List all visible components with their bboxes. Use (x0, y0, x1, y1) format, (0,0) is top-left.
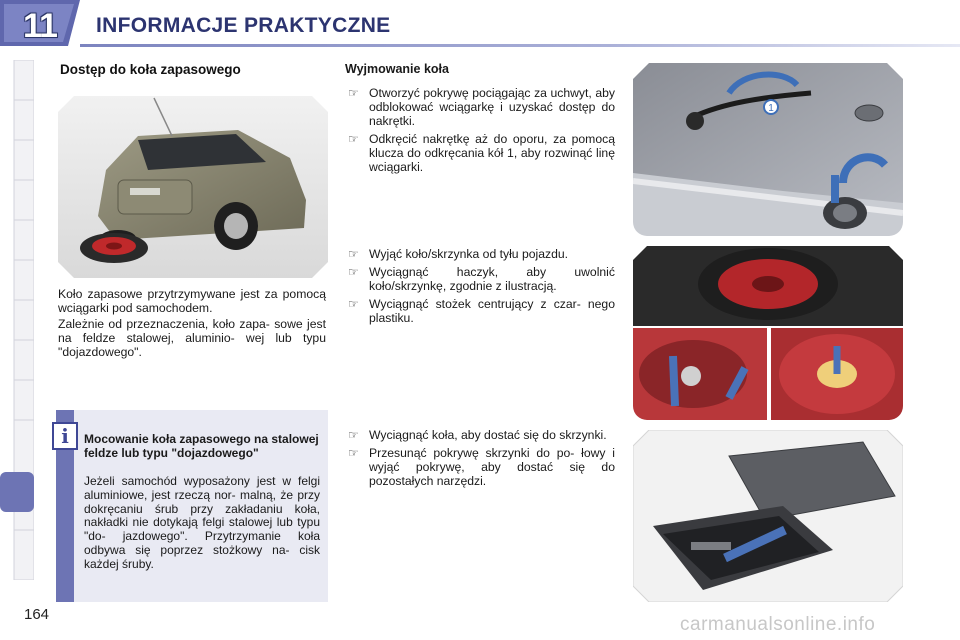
section-title: Dostęp do koła zapasowego (60, 62, 241, 77)
trunk-figure-label: 1 (768, 103, 774, 114)
pointing-hand-icon: ☞ (348, 132, 359, 146)
list-item: ☞ Wyciągnąć koła, aby dostać się do skrzynki. (348, 428, 607, 442)
tool-box-illustration (633, 430, 903, 602)
header-rule (80, 44, 960, 47)
paragraph-wheel-types: Zależnie od przeznaczenia, koło zapa- sowe jest na feldze stalowej, aluminio- wej lub typu "dojazdowego". (58, 317, 326, 359)
pointing-hand-icon: ☞ (348, 247, 359, 261)
info-box-title: Mocowanie koła zapasowego na stalowej feldze lub typu "dojazdowego" (84, 432, 319, 460)
chapter-rail (0, 60, 34, 580)
spare-wheel-removal-illustration (633, 246, 903, 420)
steps-list-open-cover (345, 86, 615, 178)
list-item: ☞ Wyciągnąć stożek centrujący z czar- nego plastiku. (348, 297, 615, 325)
chapter-number: 11 (23, 7, 57, 45)
watermark: carmanualsonline.info (680, 614, 876, 635)
list-item: ☞ Otworzyć pokrywę pociągając za uchwyt, aby odblokować wciągarkę i uzyskać dostęp do nakrętki. (348, 86, 615, 128)
list-item: ☞ Odkręcić nakrętkę aż do oporu, za pomocą klucza do odkręcania kół 1, aby rozwinąć linę wciągarki. (348, 132, 615, 174)
steps-list-remove-wheel (345, 247, 615, 329)
subsection-title: Wyjmowanie koła (345, 62, 449, 76)
pointing-hand-icon: ☞ (348, 446, 359, 460)
info-box-text: Jeżeli samochód wyposażony jest w felgi aluminiowe, jest rzeczą nor- malną, że przy dokręcaniu śrub przy zakładaniu koła, nakładki nie dotykają felgi stalowej lub typu "do- jazdowego". Przytrzymanie koła odbywa się poprzez stożkowy na- cisk każdej śruby. (84, 474, 320, 571)
page-number: 164 (24, 606, 50, 623)
rail-active-tab (0, 472, 34, 512)
car-rear-illustration (58, 96, 328, 278)
pointing-hand-icon: ☞ (348, 428, 359, 442)
pointing-hand-icon: ☞ (348, 265, 359, 279)
info-icon: i (52, 422, 78, 450)
pointing-hand-icon: ☞ (348, 86, 359, 100)
steps-list-tool-box (345, 428, 615, 492)
paragraph-spare-wheel-winch: Koło zapasowe przytrzymywane jest za pomocą wciągarki pod samochodem. (58, 287, 326, 315)
list-item: ☞ Wyjąć koło/skrzynka od tyłu pojazdu. (348, 247, 569, 261)
trunk-floor-winch-illustration (633, 63, 903, 236)
list-item: ☞ Wyciągnąć haczyk, aby uwolnić koło/skrzynkę, zgodnie z ilustracją. (348, 265, 615, 293)
pointing-hand-icon: ☞ (348, 297, 359, 311)
page-title: INFORMACJE PRAKTYCZNE (96, 14, 391, 37)
list-item: ☞ Przesunąć pokrywę skrzynki do po- łowy i wyjąć pokrywę, aby dostać się do pozostałych narzędzi. (348, 446, 615, 488)
